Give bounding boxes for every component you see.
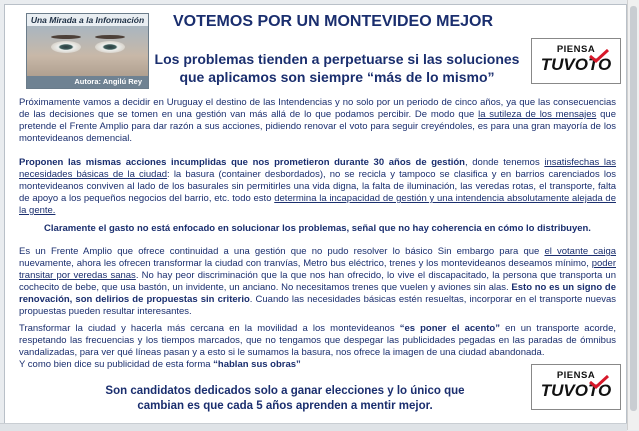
p4-text-b: nuevamente, ahora les ofrecen transformar la ciudad con tranvías, Metro bus eléctrico, trenes y los montevideanos deseamos mínimo,: [19, 258, 592, 269]
p4-bold: Esto no es un signo de renovación, son delirios de propuestas sin criterio: [19, 282, 616, 305]
left-eye: [51, 41, 81, 53]
p2-link-incapacity[interactable]: determina la incapacidad de gestión y una intendencia absolutamente alejada de la gente.: [19, 193, 616, 216]
p4-link-voter[interactable]: el votante caiga: [544, 246, 617, 257]
logo-bottom-line1: PIENSA: [556, 370, 596, 381]
p1-link[interactable]: la sutileza de los mensajes: [478, 109, 597, 120]
p2-bold: Proponen las mismas acciones incumplidas que nos prometieron durante 30 años de gestión: [19, 157, 465, 168]
left-brow: [51, 35, 81, 39]
p1-text-a: Próximamente vamos a decidir en Uruguay el destino de las Intendencias y no solo por un periodo de cinco años, ya que las consecuencias de las decisiones que se tomen en una gestión van más allá de lo que podamos percibir. De modo que: [19, 97, 616, 120]
paragraph-mobility: [19, 323, 616, 371]
logo-line2: TUVOTO: [540, 55, 612, 74]
page-subtitle: Los problemas tienden a perpetuarse si las soluciones que aplicamos son siempre “más de lo mismo”: [154, 51, 520, 85]
piensa-tu-voto-logo-bottom: [531, 364, 621, 410]
p5-text-b: en un transporte acorde, respetando las frecuencias y los tiempos marcados, que no tengamos que despegar las publicidades pegadas en las paradas de ómnibus vandalizadas, para ver qué líneas pasan y a esto si le sumamos la basura, nos ofrece la imagen de una ciudad abandonada.: [19, 323, 616, 358]
right-eye: [95, 41, 125, 53]
right-brow: [95, 35, 125, 39]
p5-bold-works: “hablan sus obras”: [213, 359, 301, 370]
p2-link-needs[interactable]: insatisfechas las necesidades básicas de la ciudad: [19, 157, 617, 180]
paragraph-intro: [19, 97, 616, 145]
p5-text-a: Transformar la ciudad y hacerla más cercana en la movilidad a los montevideanos: [19, 323, 400, 334]
p2-text-a: , donde tenemos: [465, 157, 545, 168]
paragraph-proposals: [19, 157, 616, 217]
paragraph-transport: [19, 246, 616, 318]
p4-text-d: . Cuando las necesidades básicas estén resueltas, incorporar en el transporte nuevas propuestas pueden resultar interesantes.: [19, 294, 617, 317]
p5-bold-accent: “es poner el acento”: [399, 323, 500, 334]
paragraph-spending: Claramente el gasto no está enfocado en solucionar los problemas, señal que no hay coherencia en cómo lo distribuyen.: [44, 223, 591, 234]
p4-text-a: Es un Frente Amplio que ofrece continuidad a una gestión que no pudo resolver lo básico Sin embargo para que: [19, 246, 545, 257]
column-author: Autora: Angilú Rey: [27, 76, 148, 88]
logo-bottom-line2: TUVOTO: [540, 381, 612, 400]
p4-link-sidewalks[interactable]: poder transitar por veredas sanas: [19, 258, 616, 281]
logo-line1: PIENSA: [556, 44, 596, 55]
p5-text-c: Y como bien dice su publicidad de esta forma: [19, 359, 214, 370]
scroll-thumb[interactable]: [630, 6, 637, 411]
p1-text-b: que pretende el Frente Amplio para dar razón a sus acciones, pidiendo renovar el voto para seguir creyéndoles, es para una gran mayoría de los montevideanos demencial.: [19, 109, 616, 144]
piensa-tu-voto-logo: [531, 38, 621, 84]
column-banner-image: [26, 13, 149, 89]
vertical-scrollbar[interactable]: [627, 0, 639, 430]
p2-text-b: : la basura (container desbordados), no se recicla y tampoco se clasifica y en barrios carenciados los montevideanos conviven al lado de los basurales sin permitirles una vida digna, la falta de iluminación, las veredas rotas, el transporte, falta de apoyo a los pequeños negocios del barrio, etc. todo esto: [19, 169, 616, 204]
checkmark-icon: [588, 49, 610, 63]
column-banner-title: Una Mirada a la Información: [27, 14, 148, 26]
page-title: VOTEMOS POR UN MONTEVIDEO MEJOR: [172, 13, 494, 30]
p4-text-c: . No hay peor discriminación que la que nos han ofrecido, lo vive el discapacitado, la persona que transporta un cochecito de bebe, que usa bastón, un invidente, un anciano. No necesitamos trenes que vuelen y aviones sin alas.: [19, 270, 616, 293]
eyes-illustration: [27, 26, 148, 76]
checkmark-icon: [588, 375, 610, 389]
closing-statement: Son candidatos dedicados solo a ganar elecciones y lo único que cambian es que cada 5 años aprenden a mentir mejor.: [105, 385, 465, 412]
